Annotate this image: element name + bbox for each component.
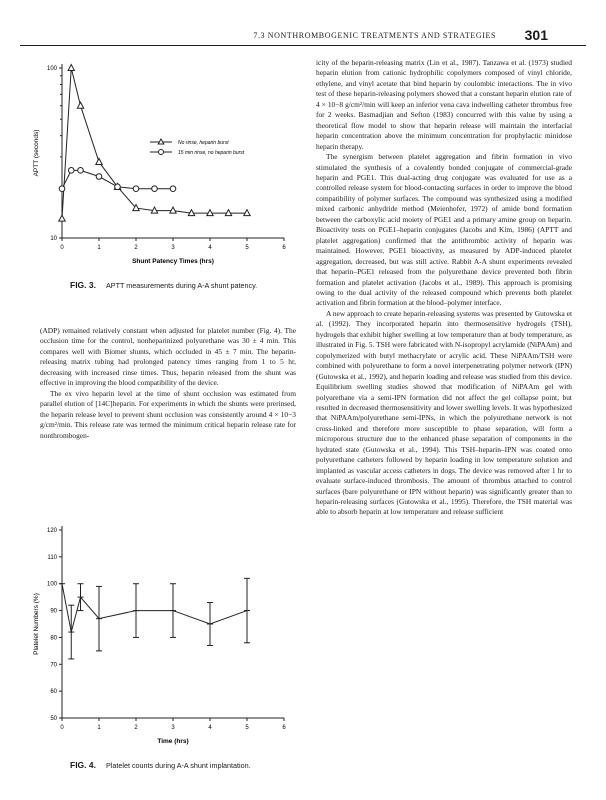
left-paragraph: The ex vivo heparin level at the time of shunt occlusion was estimated from parallel elution of [14C]heparin. For experiments in which the shunts were prerinsed, the heparin release level to prevent shunt occlusion was consistently around 4 × 10−3 g/cm²/min. This release rate was termed the minimum critical heparin release rate for nonthrombogen- <box>40 388 296 440</box>
fig3-caption-text: APTT measurements during A-A shunt patency. <box>105 281 258 290</box>
y-tick-label: 100 <box>46 66 57 72</box>
fig3-label: FIG. 3. <box>70 280 96 290</box>
data-point-circle <box>115 184 121 190</box>
y-tick-label: 70 <box>50 662 57 669</box>
fig4-label: FIG. 4. <box>70 760 96 770</box>
series-line <box>62 584 247 632</box>
right-column <box>316 58 572 518</box>
data-point-circle <box>152 186 158 192</box>
x-tick-label: 6 <box>282 245 286 251</box>
y-tick-label: 10 <box>50 236 57 242</box>
data-point-triangle <box>77 102 83 108</box>
fig4-chart <box>28 520 290 760</box>
data-point-triangle <box>59 215 65 221</box>
x-tick-label: 3 <box>171 245 175 251</box>
fig4-caption-text: Platelet counts during A-A shunt implantation. <box>105 761 251 770</box>
data-point-circle <box>68 168 74 174</box>
y-tick-label: 60 <box>50 689 57 696</box>
y-axis-label: APTT (seconds) <box>33 129 40 177</box>
x-axis-label: Time (hrs) <box>157 738 189 745</box>
data-point-circle <box>170 186 176 192</box>
data-point-circle <box>78 168 84 174</box>
y-axis-label: Platelet Numbers (%) <box>33 593 40 655</box>
x-tick-label: 0 <box>60 245 64 251</box>
legend-label: No rinse, heparin burst <box>178 140 229 146</box>
x-tick-label: 6 <box>282 725 286 731</box>
x-tick-label: 2 <box>134 725 138 731</box>
x-tick-label: 4 <box>208 245 212 251</box>
x-axis-label: Shunt Patency Times (hrs) <box>132 258 214 265</box>
y-tick-label: 110 <box>47 554 57 561</box>
page-number: 301 <box>524 27 548 43</box>
y-tick-label: 90 <box>50 608 57 615</box>
running-header <box>20 27 586 44</box>
data-point-triangle <box>68 65 74 71</box>
y-tick-label: 50 <box>50 716 57 722</box>
x-tick-label: 5 <box>245 245 249 251</box>
header-rule <box>20 45 586 46</box>
x-tick-label: 1 <box>97 725 101 731</box>
legend-marker-triangle <box>158 139 164 144</box>
x-tick-label: 2 <box>134 245 138 251</box>
data-point-triangle <box>96 158 102 164</box>
y-tick-label: 120 <box>46 528 57 534</box>
data-point-circle <box>96 174 102 180</box>
legend-label: 15 min rinse, no heparin burst <box>178 150 245 156</box>
fig3-caption <box>70 280 257 290</box>
right-paragraph: icity of the heparin-releasing matrix (Lin et al., 1987). Tanzawa et al. (1973) studied heparin elution from cationic hydrophilic copolymers composed of vinyl chloride, ethylene, and vinyl acetate that bind heparin by coulombic interactions. The in vivo test of these heparin-releasing polymers showed that a constant heparin elution rate of 4 × 10−8 g/cm²/min will keep an inferior vena cava indwelling catheter thrombus free for 2 weeks. Basmadjian and Sefton (1983) concurred with this value by using a theoretical flow model to show that heparin release will maintain the interfacial heparin concentration above the minimum concentration for prophylactic minidose heparin therapy. <box>316 58 572 151</box>
fig3-chart <box>28 58 290 280</box>
x-tick-label: 0 <box>60 725 64 731</box>
data-point-circle <box>59 186 65 192</box>
y-tick-label: 100 <box>46 581 57 588</box>
x-tick-label: 4 <box>208 725 212 731</box>
y-tick-label: 80 <box>50 635 57 642</box>
right-paragraph: A new approach to create heparin-releasing systems was presented by Gutowska et al. (1992). They incorporated heparin into thermosensitive hydrogels (TSH), hydrogels that exhibit higher swelling at low temperature than at body temperature, as illustrated in Fig. 5. TSH were fabricated with N-isopropyl acrylamide (NiPAAm) and copolymerized with butyl methacrylate or acrylic acid. These NiPAAm/TSH were combined with polyurethane to form a novel interpenetrating polymer network (IPN) (Gutowska et al., 1992), and heparin loading and release was studied from this device. Equilibrium swelling studies showed that modification of NiPAAm gel with polyurethane via a semi-IPN formation did not affect the gel collapse point, but resulted in decreased thermosensitivity and lower swelling levels. It was hypothesized that NiPAAm/polyurethane semi-IPNs, in which the polyurethane network is not cross-linked and therefore more susceptible to phase separation, will form a microporous structure due to the enhanced phase separation of components in the hydrated state (Gutowska et al., 1994). This TSH–heparin–IPN was coated onto polyurethane catheters followed by heparin loading in low temperature solution and implanted as vascular access catheters in dogs. The device was removed after 1 hr to evaluate surface-induced thrombosis. The amount of thrombus attached to control surfaces (bare polyurethane or IPN without heparin) was significantly greater than to heparin-releasing surfaces (Gutowska et al., 1995). Therefore, the TSH material was able to absorb heparin at low temperature and release sufficient <box>316 308 572 517</box>
data-point-circle <box>133 186 139 192</box>
x-tick-label: 1 <box>97 245 101 251</box>
running-title: 7.3 NONTHROMBOGENIC TREATMENTS AND STRATEGIES <box>253 31 496 40</box>
x-tick-label: 3 <box>171 725 175 731</box>
left-column <box>40 326 296 441</box>
legend-marker-circle <box>159 150 164 155</box>
fig4-caption <box>70 760 251 770</box>
left-paragraph: (ADP) remained relatively constant when adjusted for platelet number (Fig. 4). The occlusion time for the control, nonheparinized polyurethane was 30 ± 4 min. This compares well with Biomer shunts, which occluded in 45 ± 7 min. The heparin-releasing matrix tubing had prolonged patency times ranging from 1 to 5 hr, decreasing with increased rinse times. Thus, heparin released from the shunt was effective in improving the blood compatibility of the device. <box>40 326 296 388</box>
right-paragraph: The synergism between platelet aggregation and fibrin formation in vivo stimulated the synthesis of a covalently bonded conjugate of commercial-grade heparin and PGE1. This dual-acting drug conjugate was evaluated for use as a controlled release system for blood-contacting surfaces in order to improve the blood compatibility of polymer surfaces. The compound was synthesized using a modified mixed carbonic anhydride method (Meienhofer, 1972) of amide bond formation between the carboxylic acid moiety of PGE1 and a primary amine group on heparin. Bioactivity tests on PGE1–heparin conjugates (Jacobs and Kim, 1986) (APTT and platelet aggregation) confirmed that the antithrombic activity of heparin was maintained. However, PGE1 bioactivity, as measured by ADP-induced platelet aggregation, decreased, but was still active. Rabbit A-A shunt experiments revealed that heparin–PGE1 released from the polyurethane device prevented both fibrin formation and platelet activation (Jacobs et al., 1989). This approach is promising owing to the dual activity of the released compound which prevents both platelet activation and fibrin formation at the blood–polymer interface. <box>316 152 572 308</box>
x-tick-label: 5 <box>245 725 249 731</box>
